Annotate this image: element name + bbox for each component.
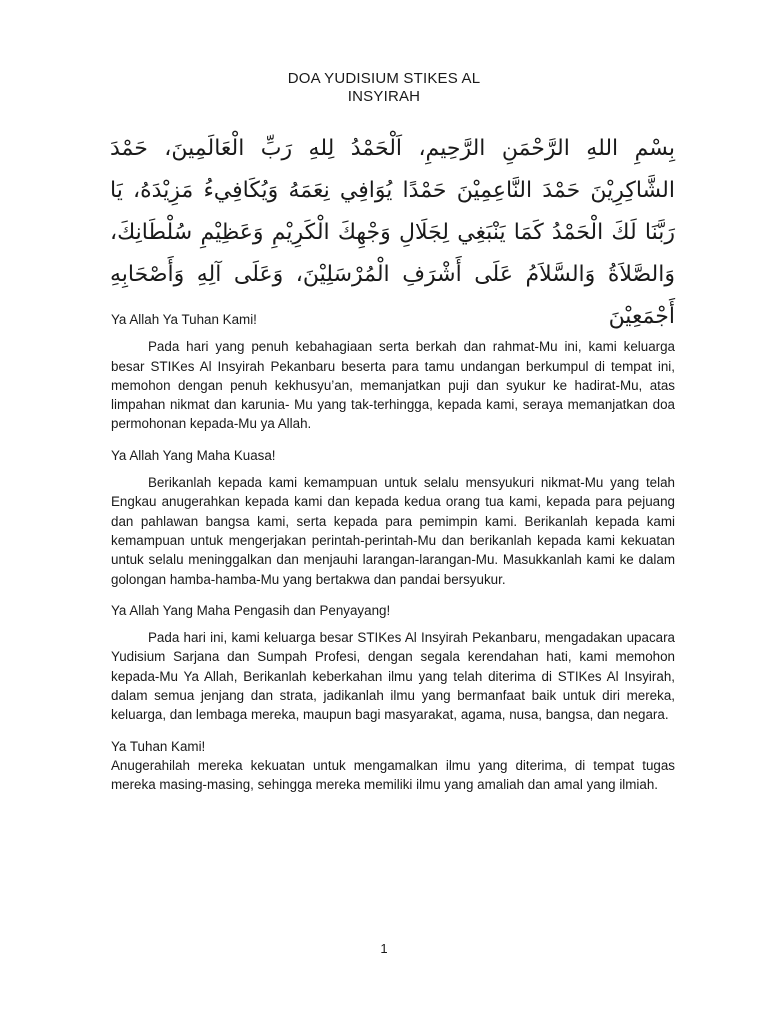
title-line-1: DOA YUDISIUM STIKES AL xyxy=(287,70,481,87)
section-paragraph-4: Anugerahilah mereka kekuatan untuk mengamalkan ilmu yang diterima, di tempat tugas mereka masing-masing, sehingga mereka memiliki ilmu yang amaliah dan amal yang ilmiah. xyxy=(111,757,675,793)
section-paragraph-1: Pada hari yang penuh kebahagiaan serta berkah dan rahmat-Mu ini, kami keluarga besar STIKes Al Insyirah Pekanbaru beserta para tamu undangan berkumpul di tempat ini, memohon dengan penuh kekhusyu’an, memanjatkan puji dan syukur ke hadirat-Mu, atas limpahan nikmat dan karunia- Mu yang tak-terhingga, kepada kami, seraya memanjatkan doa permohonan kepada-Mu ya Allah. xyxy=(111,339,675,432)
title-line-2: INSYIRAH xyxy=(347,88,421,105)
section-heading-4: Ya Tuhan Kami! xyxy=(111,738,206,754)
document-body xyxy=(111,310,675,795)
section-heading-1: Ya Allah Ya Tuhan Kami! xyxy=(111,312,257,327)
section-paragraph-3: Pada hari ini, kami keluarga besar STIKes Al Insyirah Pekanbaru, mengadakan upacara Yudisium Sarjana dan Sumpah Profesi, dengan segala kerendahan hati, kami memohon kepada-Mu Ya Allah, Berikanlah keberkahan ilmu yang telah diterima di STIKes Al Insyirah, dalam semua jenjang dan strata, jadikanlah ilmu yang bermanfaat baik untuk diri mereka, keluarga, dan lembaga mereka, maupun bagi masyarakat, agama, nusa, bangsa, dan negara. xyxy=(111,630,675,723)
section-paragraph-2: Berikanlah kepada kami kemampuan untuk selalu mensyukuri nikmat-Mu yang telah Engkau anugerahkan kepada kami dan kepada kedua orang tua kami, kepada para pejuang dan pahlawan bangsa kami, serta kepada para pemimpin kami. Berikanlah kepada kami kemampuan untuk mengerjakan perintah-perintah-Mu dan berikanlah kepada kami kekuatan untuk selalu meninggalkan dan menjauhi larangan-larangan-Mu. Masukkanlah kami ke dalam golongan hamba-hamba-Mu yang bertakwa dan pandai bersyukur. xyxy=(111,475,675,587)
document-title xyxy=(0,70,768,106)
section-heading-2: Ya Allah Yang Maha Kuasa! xyxy=(111,447,276,463)
arabic-opening-prayer: بِسْمِ اللهِ الرَّحْمَنِ الرَّحِيمِ، اَلْحَمْدُ لِلهِ رَبِّ الْعَالَمِينَ، حَمْدَ الشَّاكِرِيْنَ حَمْدَ النَّاعِمِيْنَ حَمْدًا يُوَافِي نِعَمَهُ وَيُكَافِيءُ مَزِيْدَهُ، يَا رَبَّنَا لَكَ الْحَمْدُ كَمَا يَنْبَغِي لِجَلَالِ وَجْهِكَ الْكَرِيْمِ وَعَظِيْمِ سُلْطَانِكَ، وَالصَّلاَةُ وَالسَّلاَمُ عَلَى أَشْرَفِ الْمُرْسَلِيْنَ، وَعَلَى آلِهِ وَأَصْحَابِهِ أَجْمَعِيْنَ xyxy=(110,136,675,329)
page-number: 1 xyxy=(380,941,388,956)
section-heading-3: Ya Allah Yang Maha Pengasih dan Penyayang! xyxy=(111,602,391,618)
